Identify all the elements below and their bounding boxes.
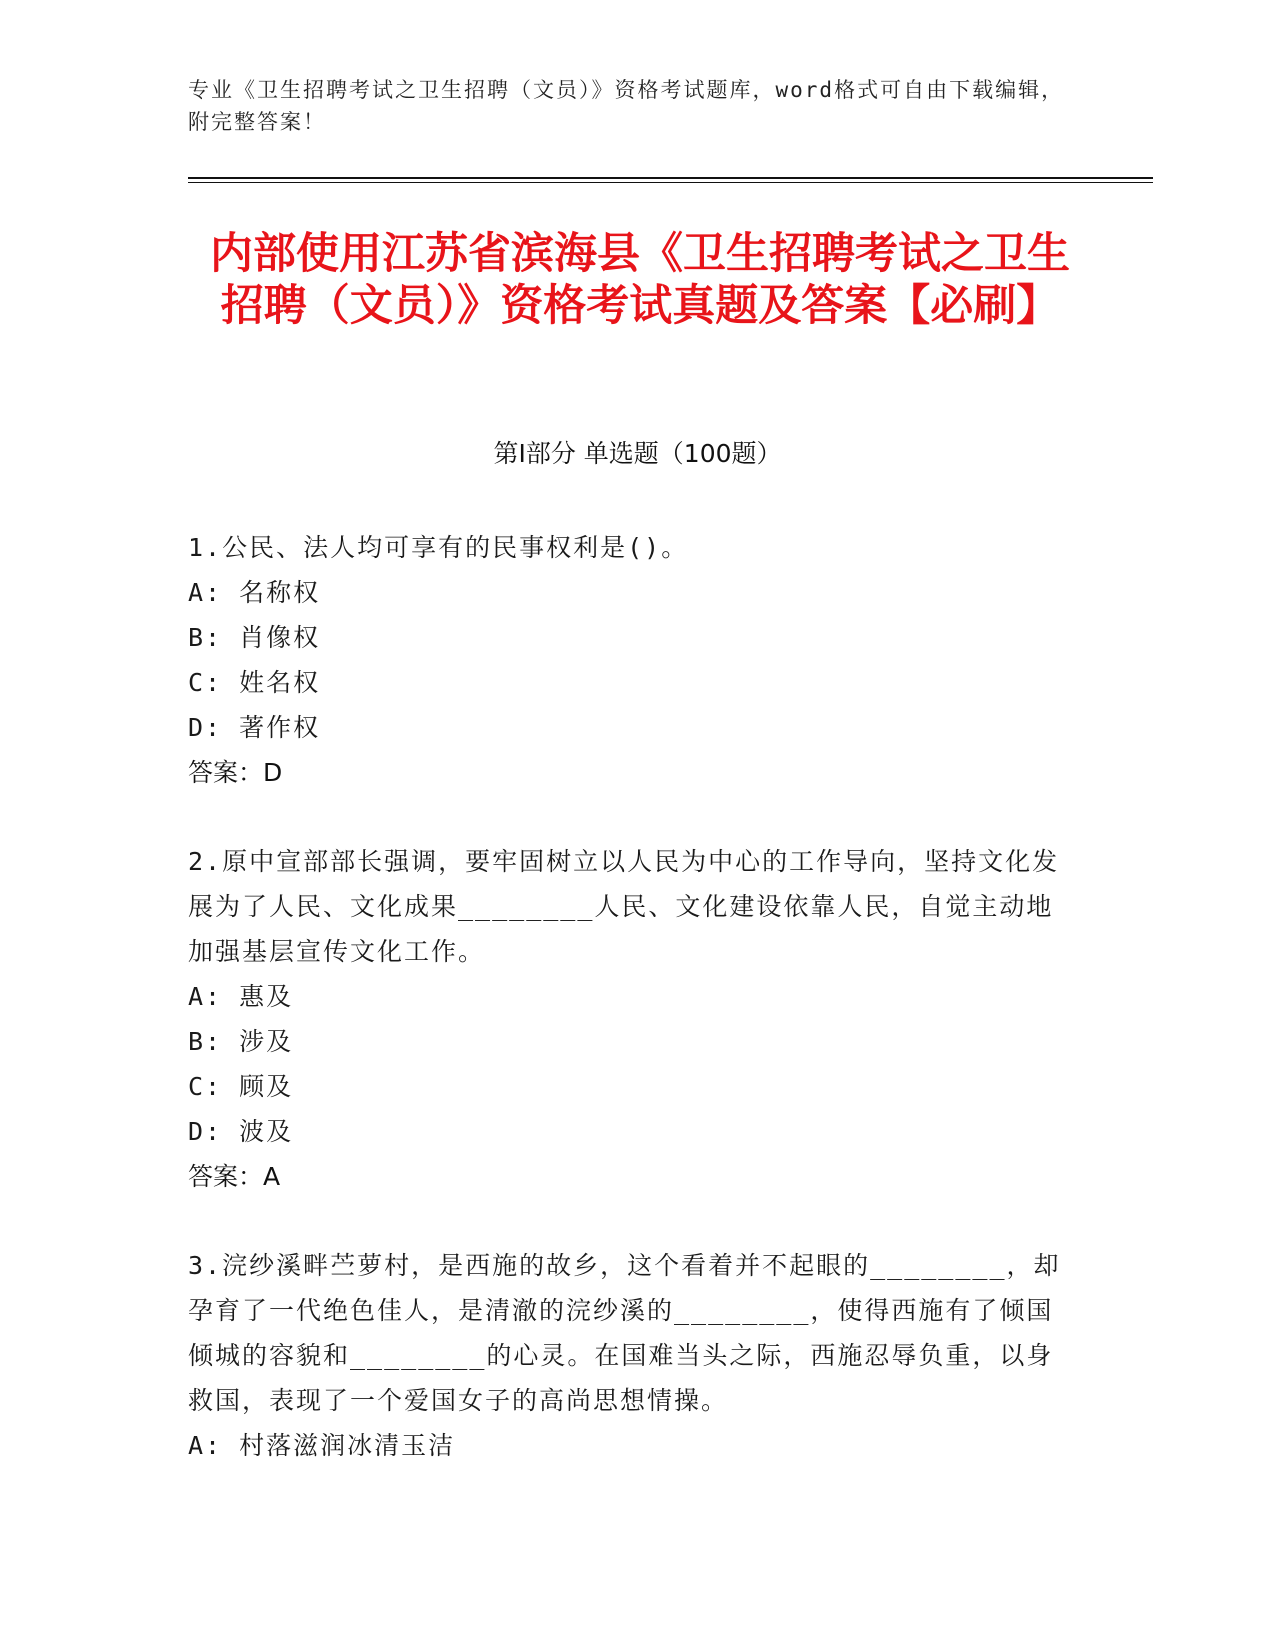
- answer: 答案：D: [188, 758, 283, 787]
- option-a: A: 村落滋润冰清玉洁: [188, 1431, 456, 1460]
- question-list: [188, 525, 1068, 1512]
- question-stem: 3.浣纱溪畔苎萝村，是西施的故乡，这个看着并不起眼的________，却孕育了一代绝色佳人，是清澈的浣纱溪的________，使得西施有了倾国倾城的容貌和________的心灵。在国难当头之际，西施忍辱负重，以身救国，表现了一个爱国女子的高尚思想情操。: [188, 1251, 1061, 1415]
- header-note: 专业《卫生招聘考试之卫生招聘（文员）》资格考试题库，word格式可自由下载编辑，附完整答案！: [188, 78, 1065, 134]
- option-d: D: 著作权: [188, 713, 321, 742]
- question-2: [188, 839, 1068, 1199]
- option-b: B: 涉及: [188, 1027, 294, 1056]
- question-1: [188, 525, 1068, 795]
- option-c: C: 顾及: [188, 1072, 294, 1101]
- option-b: B: 肖像权: [188, 623, 321, 652]
- option-d: D: 波及: [188, 1117, 294, 1146]
- section-heading: 第Ⅰ部分 单选题（100题）: [493, 439, 782, 468]
- document-title: 内部使用江苏省滨海县《卫生招聘考试之卫生招聘（文员）》资格考试真题及答案【必刷】: [210, 229, 1070, 331]
- option-a: A: 惠及: [188, 982, 294, 1011]
- answer: 答案：A: [188, 1162, 281, 1191]
- option-a: A: 名称权: [188, 578, 321, 607]
- question-3: [188, 1243, 1068, 1468]
- option-c: C: 姓名权: [188, 668, 321, 697]
- question-stem: 2.原中宣部部长强调，要牢固树立以人民为中心的工作导向，坚持文化发展为了人民、文化成果________人民、文化建设依靠人民，自觉主动地加强基层宣传文化工作。: [188, 847, 1060, 966]
- header-divider-thick: [188, 177, 1153, 179]
- question-stem: 1.公民、法人均可享有的民事权利是()。: [188, 533, 689, 562]
- header-divider-thin: [188, 182, 1153, 183]
